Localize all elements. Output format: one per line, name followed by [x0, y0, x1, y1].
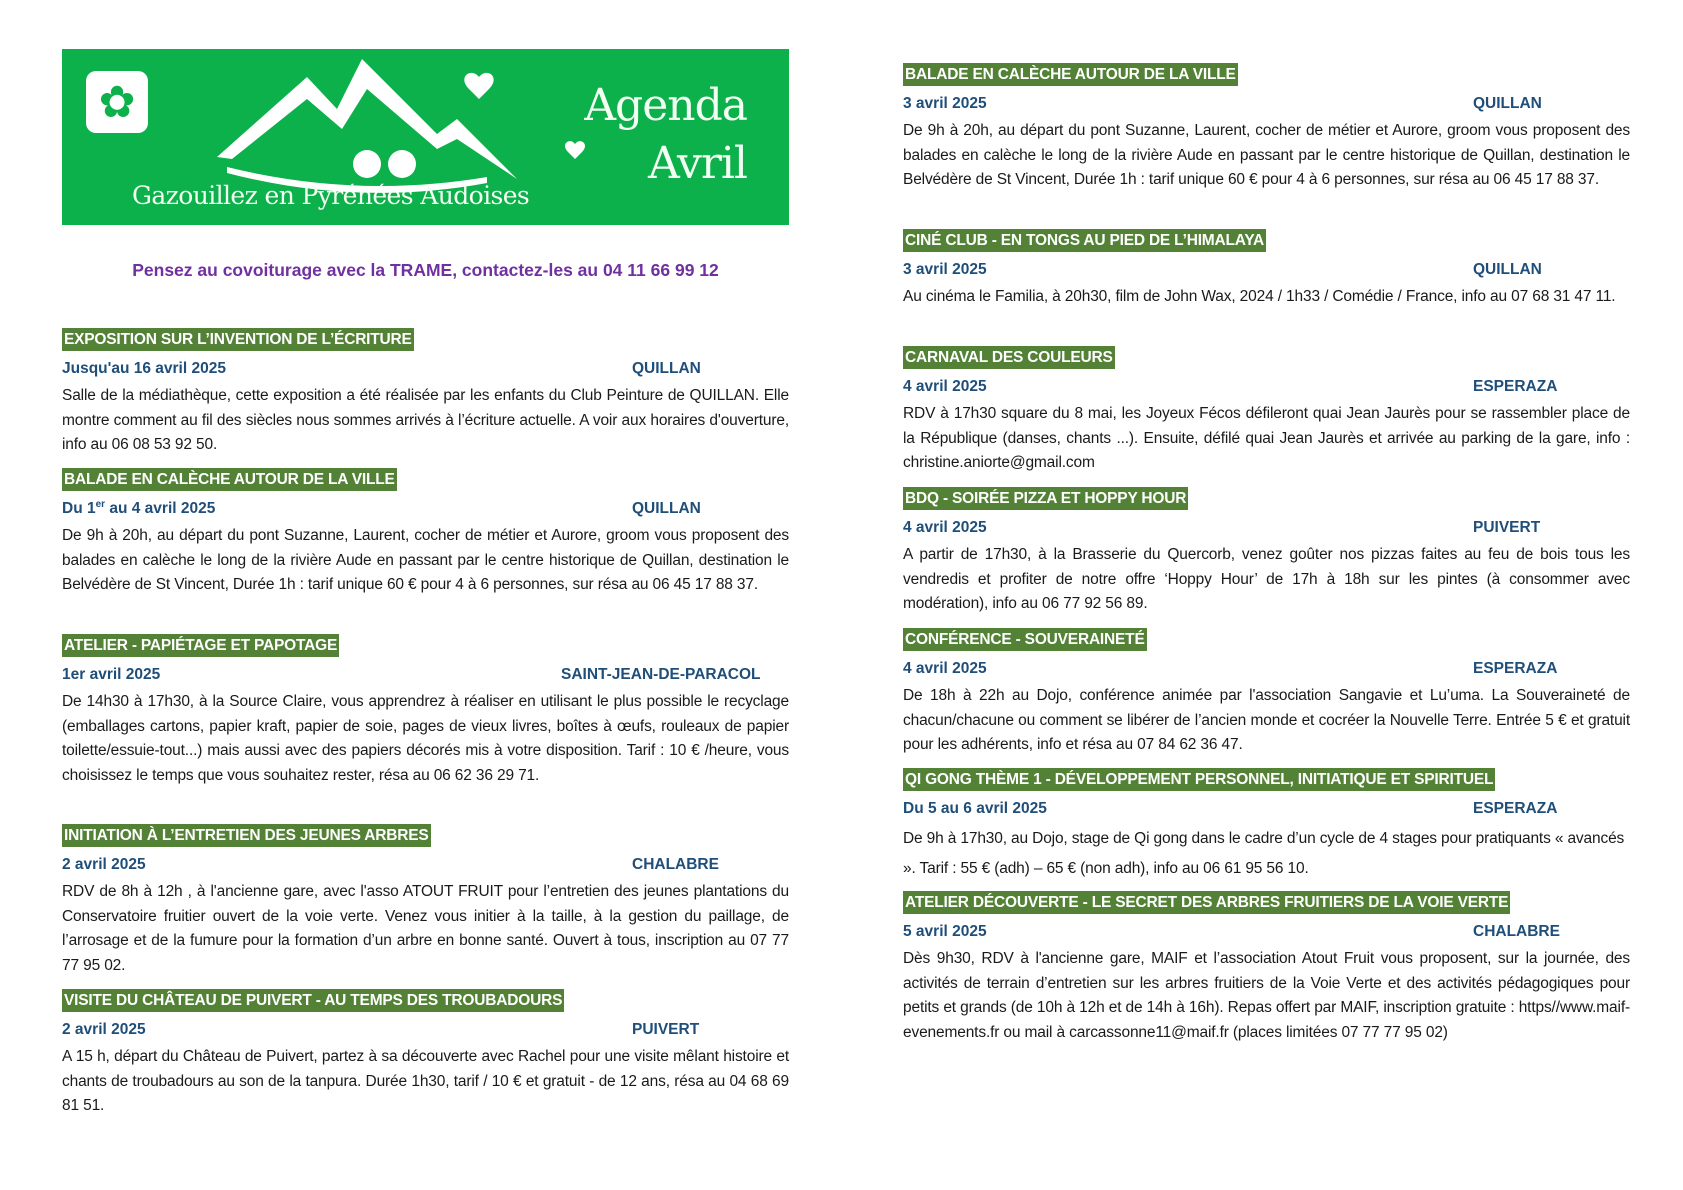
event-location: QUILLAN	[1473, 261, 1542, 278]
event-location: CHALABRE	[1473, 923, 1560, 940]
event	[62, 989, 789, 1119]
event-date: 1er avril 2025	[62, 666, 161, 683]
covoiturage-notice: Pensez au covoiturage avec la TRAME, contactez-les au 04 11 66 99 12	[132, 260, 719, 280]
event-title: ATELIER DÉCOUVERTE - LE SECRET DES ARBRES FRUITIERS DE LA VOIE VERTE	[903, 891, 1510, 914]
event-description: A partir de 17h30, à la Brasserie du Quercorb, venez goûter nos pizzas faites au feu de bois tous les vendredis et profiter de notre offre ‘Hoppy Hour’ de 17h à 18h sur les pintes (à consommer avec modération), info au 06 77 92 56 89.	[903, 546, 1630, 612]
event	[903, 346, 1630, 476]
event-date: 4 avril 2025	[903, 660, 987, 677]
event-date: 3 avril 2025	[903, 261, 987, 278]
agenda-banner	[62, 49, 789, 225]
event-description: Salle de la médiathèque, cette exposition a été réalisée par les enfants du Club Peinture de QUILLAN. Elle montre comment au fil des siècles nous sommes arrivés à l’écriture actuelle. A voir aux horaires d'ouverture, info au 06 08 53 92 50.	[62, 387, 789, 453]
event-title: VISITE DU CHÂTEAU DE PUIVERT - AU TEMPS DES TROUBADOURS	[62, 989, 564, 1012]
banner-title	[584, 77, 747, 193]
event-title: CONFÉRENCE - SOUVERAINETÉ	[903, 628, 1147, 651]
event	[62, 468, 789, 598]
event-date: 4 avril 2025	[903, 519, 987, 536]
event-description: De 14h30 à 17h30, à la Source Claire, vous apprendrez à réaliser en utilisant le plus possible le recyclage (emballages cartons, papier kraft, papier de soie, pages de vieux livres, boîtes à œufs, rouleaux de papier toilette/essuie-tout...) mais aussi avec des papiers décorés mis à votre disposition. Tarif : 10 € /heure, vous choisissez le temps que vous souhaitez rester, résa au 06 62 36 29 71.	[62, 693, 789, 784]
event-location: ESPERAZA	[1473, 660, 1558, 677]
event-description: De 9h à 20h, au départ du pont Suzanne, Laurent, cocher de métier et Aurore, groom vous proposent des balades en calèche le long de la rivière Aude en passant par le centre historique de Quillan, destination le Belvédère de St Vincent, Durée 1h : tarif unique 60 € pour 4 à 6 personnes, sur résa au 06 45 17 88 37.	[903, 122, 1630, 188]
event	[903, 487, 1630, 617]
event-title: INITIATION À L’ENTRETIEN DES JEUNES ARBRES	[62, 824, 431, 847]
brand-name: Gazouillez en Pyrénées Audoises	[132, 181, 530, 210]
event-date: 4 avril 2025	[903, 378, 987, 395]
event-title: CINÉ CLUB - EN TONGS AU PIED DE L’HIMALAYA	[903, 229, 1266, 252]
event-title: BALADE EN CALÈCHE AUTOUR DE LA VILLE	[62, 468, 397, 491]
banner-title-line2: Avril	[647, 138, 747, 189]
event-location: PUIVERT	[1473, 519, 1541, 536]
event	[62, 824, 789, 978]
event-title: EXPOSITION SUR L’INVENTION DE L’ÉCRITURE	[62, 328, 414, 351]
event	[62, 634, 789, 788]
event-location: QUILLAN	[632, 360, 701, 377]
event-date: 2 avril 2025	[62, 1021, 146, 1038]
event-date: Du 5 au 6 avril 2025	[903, 800, 1047, 817]
event	[903, 63, 1630, 193]
event-location: CHALABRE	[632, 856, 719, 873]
event-description: De 18h à 22h au Dojo, conférence animée par l'association Sangavie et Lu’uma. La Souveraineté de chacun/chacune ou comment se libérer de l’ancien monde et cocréer la Nouvelle Terre. Entrée 5 € et gratuit pour les adhérents, info et résa au 07 84 62 36 47.	[903, 687, 1630, 753]
event-date: 3 avril 2025	[903, 95, 987, 112]
event-title: BALADE EN CALÈCHE AUTOUR DE LA VILLE	[903, 63, 1238, 86]
event-location: SAINT-JEAN-DE-PARACOL	[561, 666, 761, 683]
event-description: Dès 9h30, RDV à l'ancienne gare, MAIF et l’association Atout Fruit vous proposent, sur la journée, des activités de terrain d’entretien sur les arbres fruitiers de la Voie Verte et des activités pédagogiques pour petits et grands (de 10h à 12h et de 14h à 16h). Repas offert par MAIF, inscription gratuite : https//www.maif-evenements.fr ou mail à carcassonne11@maif.fr (places limitées 07 77 77 95 02)	[903, 950, 1630, 1041]
event-description: RDV à 17h30 square du 8 mai, les Joyeux Fécos défileront quai Jean Jaurès pour se rassembler place de la République (danses, chants ...). Ensuite, défilé quai Jean Jaurès et arrivée au parking de la gare, info : christine.aniorte@gmail.com	[903, 405, 1630, 471]
event-description: RDV de 8h à 12h , à l'ancienne gare, avec l'asso ATOUT FRUIT pour l’entretien des jeunes plantations du Conservatoire fruitier ouvert de la voie verte. Venez vous initier à la taille, à la gestion du paillage, de l’arrosage et de la fumure pour la formation d’un arbre en bonne santé. Ouvert à tous, inscription au 07 77 77 95 02.	[62, 883, 789, 974]
event	[62, 328, 789, 458]
hibiscus-logo-icon: ✿	[86, 71, 148, 133]
event-description: A 15 h, départ du Château de Puivert, partez à sa découverte avec Rachel pour une visite mêlant histoire et chants de troubadours au son de la tanpura. Durée 1h30, tarif / 10 € et gratuit - de 12 ans, résa au 04 68 69 81 51.	[62, 1048, 789, 1114]
event-location: QUILLAN	[1473, 95, 1542, 112]
event-location: ESPERAZA	[1473, 378, 1558, 395]
event-date: 5 avril 2025	[903, 923, 987, 940]
event-description: De 9h à 17h30, au Dojo, stage de Qi gong dans le cadre d’un cycle de 4 stages pour pratiquants « avancés ». Tarif : 55 € (adh) – 65 € (non adh), info au 06 61 95 56 10.	[903, 830, 1625, 877]
event-title: ATELIER - PAPIÉTAGE ET PAPOTAGE	[62, 634, 339, 657]
event-location: ESPERAZA	[1473, 800, 1558, 817]
event-location: PUIVERT	[632, 1021, 700, 1038]
event-title: CARNAVAL DES COULEURS	[903, 346, 1115, 369]
event	[903, 628, 1630, 758]
event-date: Du 1er au 4 avril 2025	[62, 498, 216, 517]
event	[903, 768, 1630, 884]
event-description: De 9h à 20h, au départ du pont Suzanne, Laurent, cocher de métier et Aurore, groom vous proposent des balades en calèche le long de la rivière Aude en passant par le centre historique de Quillan, destination le Belvédère de St Vincent, Durée 1h : tarif unique 60 € pour 4 à 6 personnes, sur résa au 06 45 17 88 37.	[62, 527, 789, 593]
event	[903, 891, 1630, 1045]
event-date: Jusqu'au 16 avril 2025	[62, 360, 226, 377]
event-description: Au cinéma le Familia, à 20h30, film de John Wax, 2024 / 1h33 / Comédie / France, info au 07 68 31 47 11.	[903, 288, 1616, 305]
event	[903, 229, 1630, 310]
event-location: QUILLAN	[632, 500, 701, 517]
banner-title-line1: Agenda	[584, 80, 747, 131]
event-title: QI GONG THÈME 1 - DÉVELOPPEMENT PERSONNEL, INITIATIQUE ET SPIRITUEL	[903, 768, 1495, 791]
event-title: BDQ - SOIRÉE PIZZA ET HOPPY HOUR	[903, 487, 1188, 510]
event-date: 2 avril 2025	[62, 856, 146, 873]
